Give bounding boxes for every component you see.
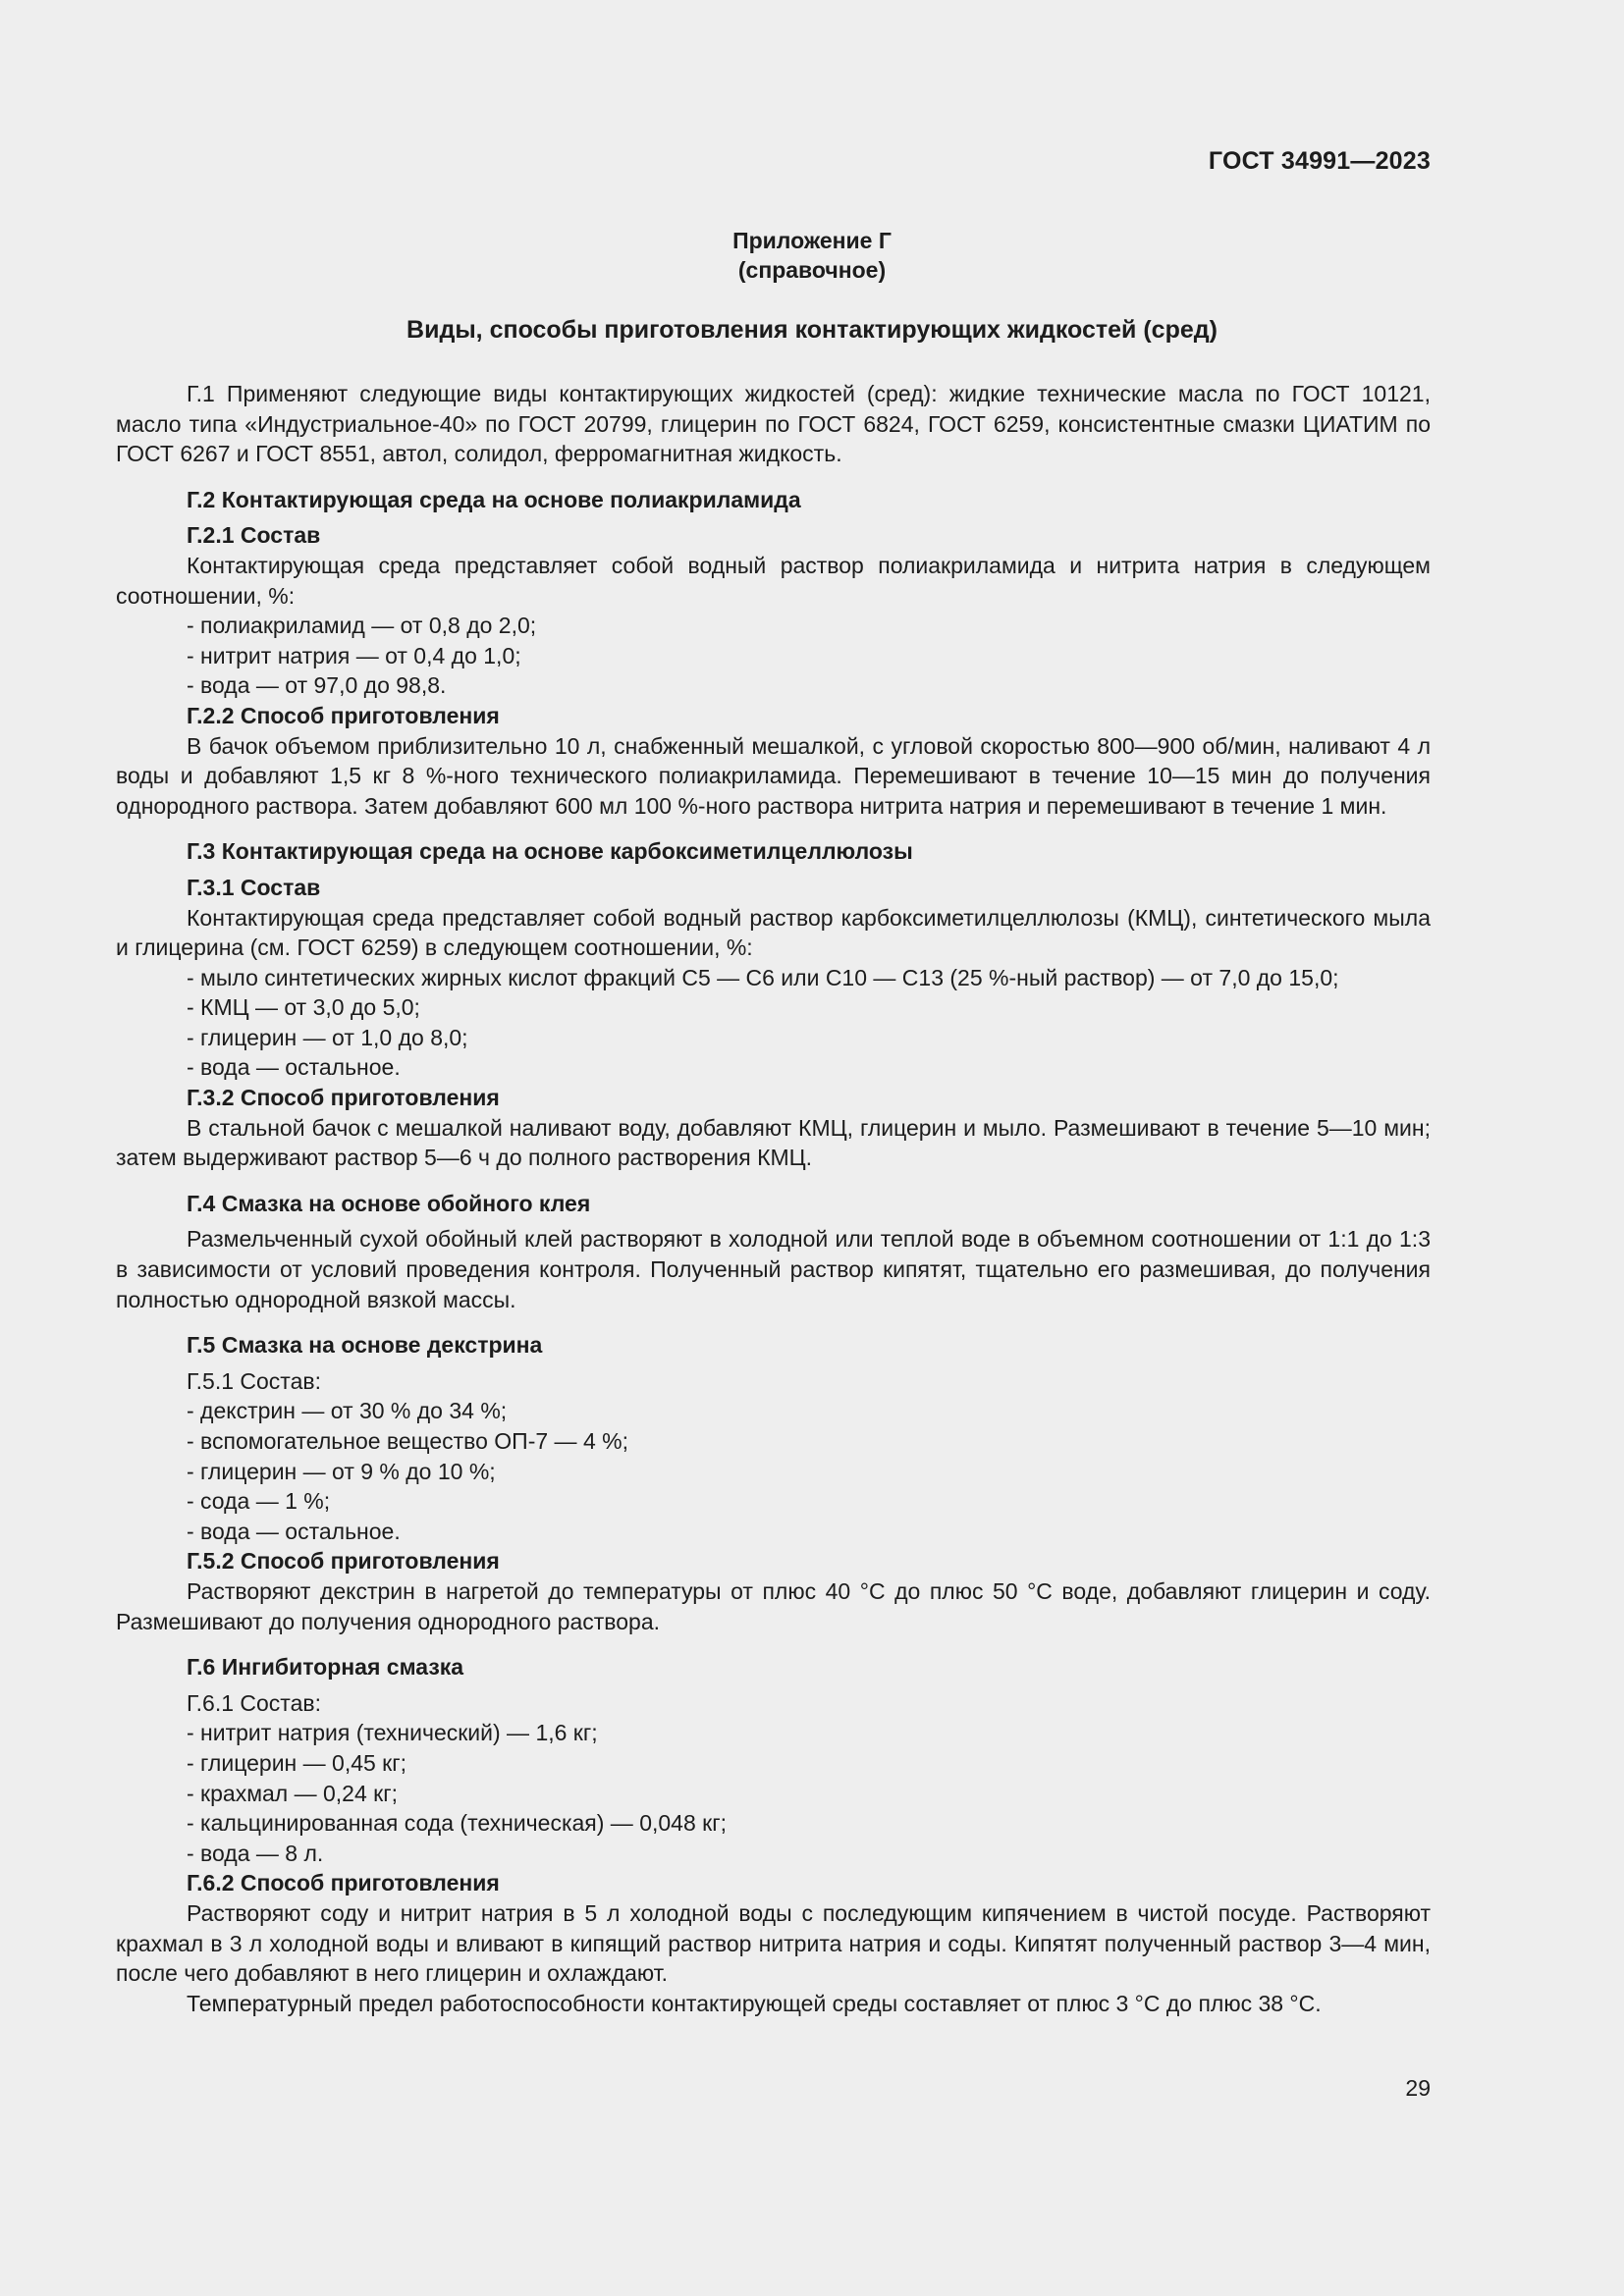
document-body xyxy=(116,379,1431,2018)
paragraph-g1: Г.1 Применяют следующие виды контактирующих жидкостей (сред): жидкие технические масла по ГОСТ 10121, масло типа «Индустриальное-40» по ГОСТ 20799, глицерин по ГОСТ 6824, ГОСТ 6259, консистентные смазки ЦИАТИМ по ГОСТ 6267 и ГОСТ 8551, автол, солидол, ферромагнитная жидкость. xyxy=(116,381,1431,467)
section-heading-g2: Г.2 Контактирующая среда на основе полиакриламида xyxy=(187,486,801,512)
subsection-heading-g3-2: Г.3.2 Способ приготовления xyxy=(187,1085,500,1111)
appendix-label: Приложение Г xyxy=(732,228,892,253)
list-item: - глицерин — от 9 % до 10 %; xyxy=(187,1458,496,1484)
list-item: - кальцинированная сода (техническая) — 0,048 кг; xyxy=(187,1810,727,1837)
section-heading-g3: Г.3 Контактирующая среда на основе карбоксиметилцеллюлозы xyxy=(187,838,913,865)
list-item: - сода — 1 %; xyxy=(187,1488,331,1515)
paragraph-g5-2: Растворяют декстрин в нагретой до температуры от плюс 40 °С до плюс 50 °С воде, добавляют глицерин и соду. Размешивают до получения однородного раствора. xyxy=(116,1577,1431,1634)
list-item: - мыло синтетических жирных кислот фракций С5 — С6 или С10 — С13 (25 %-ный раствор) — от 7,0 до 15,0; xyxy=(187,964,1339,990)
paragraph-g3-1: Контактирующая среда представляет собой водный раствор карбоксиметилцеллюлозы (КМЦ), синтетического мыла и глицерина (см. ГОСТ 6259) в следующем соотношении, %: xyxy=(116,904,1431,961)
list-item: - вода — от 97,0 до 98,8. xyxy=(187,672,447,699)
subsection-heading-g2-1: Г.2.1 Состав xyxy=(187,522,321,549)
paragraph-g6-2: Растворяют соду и нитрит натрия в 5 л холодной воды с последующим кипячением в чистой посуде. Растворяют крахмал в 3 л холодной воды и вливают в кипящий раствор нитрита натрия и соды. Кипятят полученный раствор 3—4 мин, после чего добавляют в него глицерин и охлаждают. xyxy=(116,1899,1431,1987)
subsection-heading-g6-2: Г.6.2 Способ приготовления xyxy=(187,1870,500,1896)
subsection-heading-g5-2: Г.5.2 Способ приготовления xyxy=(187,1548,500,1575)
list-item: - вода — остальное. xyxy=(187,1054,401,1081)
page-title: Виды, способы приготовления контактирующих жидкостей (сред) xyxy=(406,316,1218,344)
list-item: - декстрин — от 30 % до 34 %; xyxy=(187,1398,508,1424)
document-id: ГОСТ 34991—2023 xyxy=(1208,147,1431,175)
paragraph-g3-2: В стальной бачок с мешалкой наливают воду, добавляют КМЦ, глицерин и мыло. Размешивают в течение 5—10 мин; затем выдерживают раствор 5—6 ч до полного растворения КМЦ. xyxy=(116,1114,1431,1171)
paragraph-g4: Размельченный сухой обойный клей растворяют в холодной или теплой воде в объемном соотношении от 1:1 до 1:3 в зависимости от условий проведения контроля. Полученный раствор кипятят, тщательно его размешивая, до получения полностью однородной вязкой массы. xyxy=(116,1226,1431,1312)
section-heading-g5: Г.5 Смазка на основе декстрина xyxy=(187,1332,543,1359)
page-number: 29 xyxy=(1405,2075,1431,2101)
list-item: - вспомогательное вещество ОП-7 — 4 %; xyxy=(187,1428,628,1454)
list-item: - полиакриламид — от 0,8 до 2,0; xyxy=(187,613,537,639)
paragraph-g6-final: Температурный предел работоспособности контактирующей среды составляет от плюс 3 °С до плюс 38 °С. xyxy=(187,1990,1322,2016)
list-item: - КМЦ — от 3,0 до 5,0; xyxy=(187,994,420,1021)
list-item: - нитрит натрия (технический) — 1,6 кг; xyxy=(187,1720,598,1746)
section-heading-g6: Г.6 Ингибиторная смазка xyxy=(187,1654,464,1681)
list-item: - вода — остальное. xyxy=(187,1518,401,1544)
list-item: - нитрит натрия — от 0,4 до 1,0; xyxy=(187,642,521,668)
subsection-label-g5-1: Г.5.1 Состав: xyxy=(187,1367,321,1394)
list-item: - крахмал — 0,24 кг; xyxy=(187,1780,398,1806)
subsection-heading-g2-2: Г.2.2 Способ приготовления xyxy=(187,702,500,728)
paragraph-g2-1: Контактирующая среда представляет собой водный раствор полиакриламида и нитрита натрия в следующем соотношении, %: xyxy=(116,552,1431,609)
paragraph-g2-2: В бачок объемом приблизительно 10 л, снабженный мешалкой, с угловой скоростью 800—900 об/мин, наливают 4 л воды и добавляют 1,5 кг 8 %-ного технического полиакриламида. Перемешивают в течение 10—15 мин до получения однородного раствора. Затем добавляют 600 мл 100 %-ного раствора нитрита натрия и перемешивают в течение 1 мин. xyxy=(116,732,1431,819)
list-item: - глицерин — от 1,0 до 8,0; xyxy=(187,1024,468,1050)
section-heading-g4: Г.4 Смазка на основе обойного клея xyxy=(187,1190,591,1216)
list-item: - глицерин — 0,45 кг; xyxy=(187,1749,407,1776)
subsection-label-g6-1: Г.6.1 Состав: xyxy=(187,1689,321,1716)
appendix-type: (справочное) xyxy=(737,257,887,283)
subsection-heading-g3-1: Г.3.1 Состав xyxy=(187,874,321,900)
appendix-heading xyxy=(0,226,1624,285)
list-item: - вода — 8 л. xyxy=(187,1840,324,1866)
